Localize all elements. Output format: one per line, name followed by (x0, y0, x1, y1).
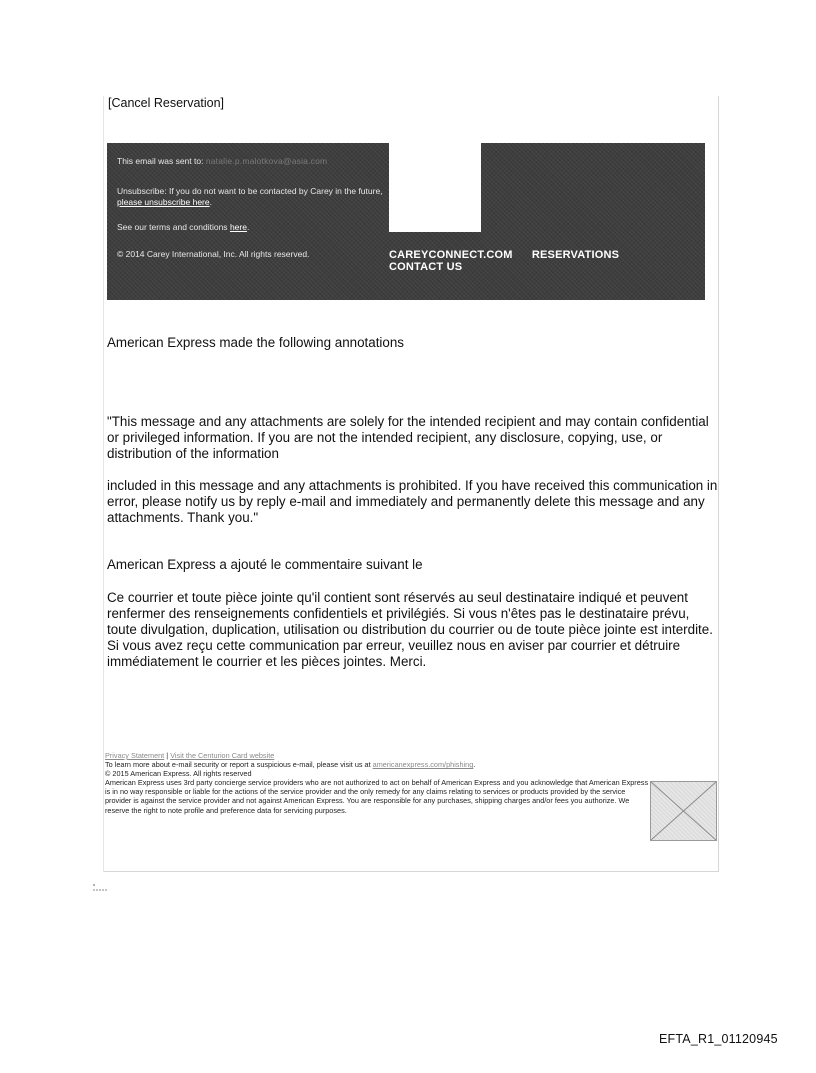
centurion-card-link[interactable]: Visit the Centurion Card website (170, 751, 275, 760)
broken-image-placeholder (650, 781, 717, 841)
stray-mark-icon (93, 884, 109, 892)
privacy-statement-link[interactable]: Privacy Statement (105, 751, 165, 760)
link-separator: | (166, 751, 169, 760)
carey-copyright: © 2014 Carey International, Inc. All rights reserved. (117, 249, 310, 259)
french-annotations-heading: American Express a ajouté le commentaire suivant le (107, 557, 423, 572)
image-placeholder-icon (651, 782, 716, 840)
unsubscribe-link[interactable]: please unsubscribe here (117, 196, 210, 207)
phishing-link[interactable]: americanexpress.com/phishing (372, 760, 474, 770)
sent-to-line (117, 156, 387, 167)
legal-links-row (105, 751, 650, 760)
security-text: To learn more about e-mail security or report a suspicious e-mail, please visit us at (105, 760, 371, 770)
carey-logo-placeholder (389, 143, 481, 232)
sent-to-label: This email was sent to: (117, 156, 204, 166)
unsubscribe-line: Unsubscribe: If you do not want to be contacted by Carey in the future, please unsubscribe here. (117, 186, 383, 207)
security-line (105, 760, 650, 769)
amex-copyright: © 2015 American Express. All rights reserved (105, 769, 252, 779)
disclaimer-paragraph-1: "This message and any attachments are solely for the intended recipient and may contain confidential or privileged information. If you are not the intended recipient, any disclosure, copying, use, or distribution of the information (107, 414, 709, 461)
carey-footer-panel (107, 143, 705, 300)
nav-reservations-link[interactable]: RESERVATIONS (531, 249, 620, 261)
nav-contact-link[interactable]: CONTACT US (389, 261, 463, 273)
terms-line: See our terms and conditions here. (117, 222, 250, 232)
footer-nav (389, 249, 689, 273)
cancel-reservation-link[interactable]: [Cancel Reservation] (108, 96, 225, 110)
terms-link[interactable]: here (229, 222, 247, 232)
document-id: EFTA_R1_01120945 (659, 1032, 778, 1046)
disclaimer-paragraph-2: included in this message and any attachments is prohibited. If you have received this communication in error, please notify us by reply e-mail and immediately and permanently delete this message and any attachments. Thank you." (107, 478, 718, 525)
unsubscribe-text: Unsubscribe: If you do not want to be contacted by Carey in the future, (117, 186, 383, 196)
terms-text: See our terms and conditions (117, 222, 228, 232)
amex-legal-footer (105, 751, 650, 815)
phishing-suffix: . (473, 760, 476, 770)
annotations-heading: American Express made the following annotations (107, 335, 404, 350)
french-disclaimer-paragraph: Ce courrier et toute pièce jointe qu'il contient sont réservés au seul destinataire indiqué et peuvent renfermer des renseignements confidentiels et privilégiés. Si vous n'êtes pas le destinataire prévu, toute divulgation, duplication, utilisation ou distribution du courrier ou de toute pièce jointe est interdite. Si vous avez reçu cette communication par erreur, veuillez nous en aviser par courrier et détruire immédiatement le courrier et les pièces jointes. Merci. (107, 590, 713, 669)
nav-careyconnect-link[interactable]: CAREYCONNECT.COM (389, 249, 513, 261)
concierge-disclaimer: American Express uses 3rd party concierge service providers who are not authorized to act on behalf of American Express and you acknowledge that American Express is in no way responsible or liable for the actions of the service provider and the only remedy for any claims relating to services or products provided by the service provider is against the service provider and not against American Express. You are responsible for any purchases, shipping charges and/or fees you authorize. We reserve the right to note profile and preference data for servicing purposes. (105, 778, 649, 815)
sent-to-address[interactable]: natalie.p.malotkova@asia.com (205, 156, 328, 166)
